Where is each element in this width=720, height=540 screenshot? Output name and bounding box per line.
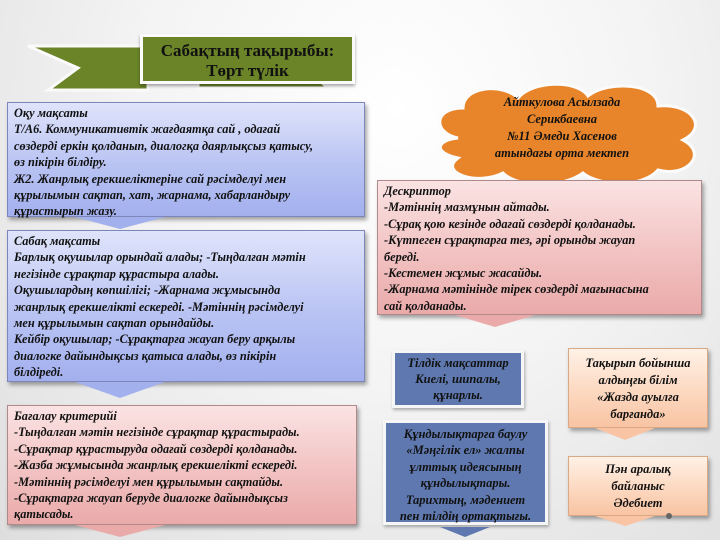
language-goal-line: құнарлы. (433, 388, 483, 402)
descriptor-line: сай қолданады. (384, 298, 467, 313)
objective-line: құрастырып жазу. (14, 204, 117, 219)
objective-line: өз пікірін білдіру. (14, 155, 107, 170)
descriptor-line: -Күтпеген сұрақтарға тез, әрі орынды жауап (384, 233, 636, 248)
objective-line: Барлық оқушылар орындай алады; -Тыңдалған мәтін (14, 250, 306, 265)
objective-line: Кейбір оқушылар; -Сұрақтарға жауап беру арқылы (14, 332, 296, 347)
prior-knowledge-line: барғанда» (610, 407, 666, 421)
objective-line: диалогке дайындықсыз қатыса алады, өз пікірін (14, 348, 277, 363)
school-name: №11 Әмеди Хасенов (507, 129, 617, 143)
author-name: Айткулова Асылзада (503, 95, 621, 109)
learning-objectives-box (7, 102, 365, 217)
descriptor-line: -Мәтіннің мазмұнын айтады. (384, 200, 550, 215)
values-line: Тарихтың, мәдениет (405, 492, 526, 507)
values-line: құндылықтары. (420, 476, 511, 491)
criterion-line: -Жазба жұмысында жанрлық ерекшелікті ескереді. (14, 458, 298, 473)
interdisciplinary-heading: Пән аралық (605, 462, 671, 476)
criterion-line: -Мәтіннің рәсімделуі мен құрылымын сақтайды. (14, 474, 284, 489)
callout-pointer (595, 516, 655, 526)
language-goals-heading: Тілдік мақсаттар (407, 356, 509, 370)
language-goal-line: Киелі, шипалы, (415, 372, 501, 386)
lesson-topic-banner (140, 34, 355, 84)
topic-value: Төрт түлік (206, 61, 289, 80)
objective-line: сөздерді еркін қолданып, диалогқа даярлықсыз қатысу, (14, 138, 314, 153)
objective-line: негізінде сұрақтар құрастыра алады. (14, 266, 219, 281)
prior-knowledge-heading: Тақырып бойынша (585, 356, 691, 370)
callout-pointer (75, 525, 165, 537)
language-goals-box (392, 350, 524, 408)
descriptor-line: береді. (384, 249, 420, 264)
values-box (383, 420, 548, 525)
criterion-line: -Сұрақтарға жауап беруде диалогке дайындықсыз (14, 491, 288, 506)
criterion-line: -Сұрақтар құрастыруда одағай сөздерді қолданады. (14, 441, 298, 456)
criterion-line: -Тыңдалған мәтін негізінде сұрақтар құрастырады. (14, 425, 300, 440)
objective-line: Ж2. Жанрлық ерекшеліктеріне сай рәсімделуі мен (14, 171, 287, 186)
school-suffix: атындағы орта мектеп (494, 146, 630, 160)
values-heading: Құндылықтарға баулу (403, 427, 528, 441)
callout-pointer (440, 527, 490, 537)
interdisciplinary-line: байланыс (611, 479, 665, 493)
prior-knowledge-line: алдыңғы білім (598, 373, 678, 387)
values-line: «Мәңгілік ел» жалпы (406, 443, 525, 458)
values-line: ұлттық идеясының (409, 459, 522, 474)
prior-knowledge-box (568, 348, 708, 428)
descriptor-line: -Жарнама мәтінінде тірек сөздерді мағынасына (384, 282, 649, 297)
objective-line: Т/А6. Коммуникативтік жағдаятқа сай , одағай (14, 122, 281, 137)
interdisciplinary-line: Әдебиет (613, 496, 663, 510)
descriptor-line: -Кестемен жұмыс жасайды. (384, 266, 543, 281)
prior-knowledge-line: «Жазда ауылға (597, 390, 679, 404)
callout-pointer (595, 428, 655, 440)
descriptor-line: -Сұрақ қою кезінде одағай сөздерді қолданады. (384, 216, 636, 231)
objective-line: жанрлық ерекшелікті ескереді. -Мәтіннің рәсімделуі (14, 299, 304, 314)
author-info (462, 94, 662, 162)
callout-pointer (75, 382, 165, 398)
topic-label: Сабақтың тақырыбы: (160, 41, 335, 60)
callout-pointer (75, 217, 165, 229)
values-line: пен тілдің ортақтығы. (399, 509, 532, 524)
criterion-line: қатысады. (14, 507, 74, 522)
author-surname: Серикбаевна (526, 112, 597, 126)
descriptor-heading: Дескриптор (384, 184, 451, 198)
learning-objectives-heading: Оқу мақсаты (14, 106, 88, 120)
lesson-objectives-box (7, 230, 365, 382)
objective-line: құрылымын сақтап, хат, жарнама, хабарландыру (14, 188, 291, 203)
interdisciplinary-box (568, 456, 708, 516)
decorative-dot (666, 513, 672, 519)
objective-line: білдіреді. (14, 365, 64, 380)
descriptor-box (377, 180, 702, 315)
objective-line: мен құрылымын сақтап орындайды. (14, 316, 215, 331)
assessment-criteria-box (7, 405, 357, 525)
callout-pointer (455, 315, 535, 327)
assessment-heading: Бағалау критерийі (14, 409, 117, 423)
lesson-objectives-heading: Сабақ мақсаты (14, 234, 101, 248)
objective-line: Оқушылардың көпшілігі; -Жарнама жұмысында (14, 283, 281, 298)
